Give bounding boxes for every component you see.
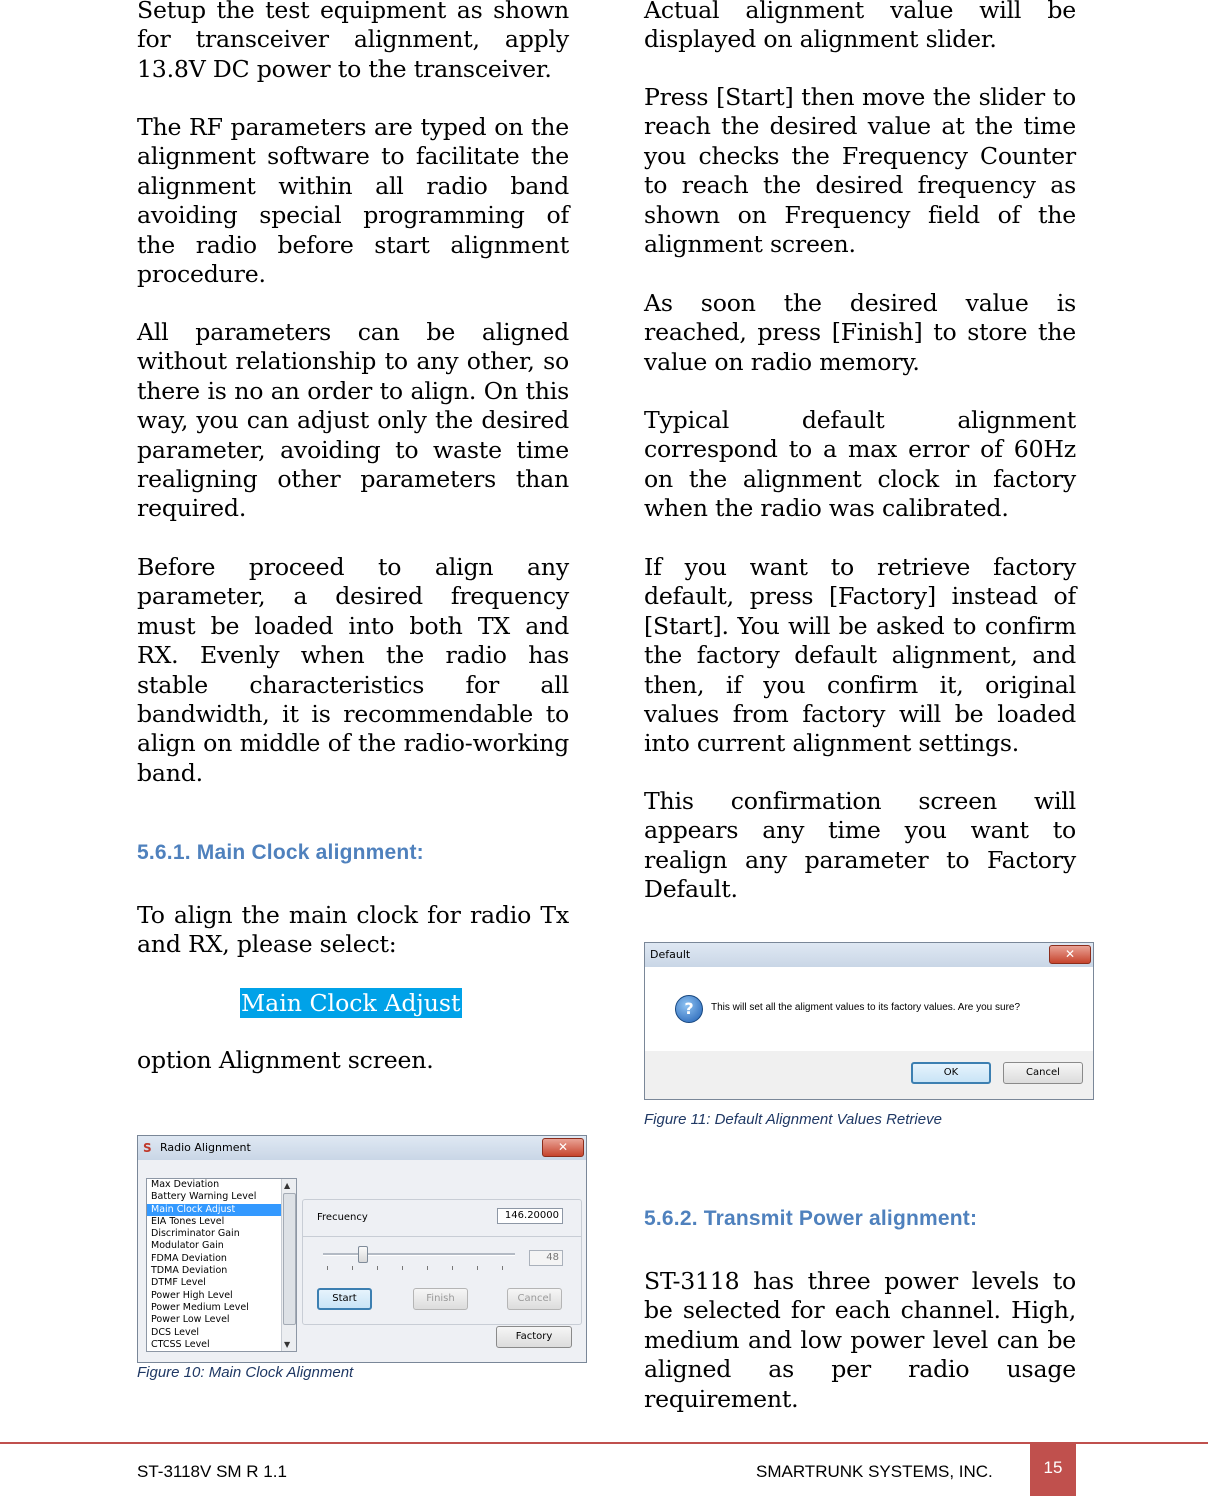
paragraph-align-main-clock: To align the main clock for radio Tx and RX, please select:: [137, 901, 569, 959]
list-item[interactable]: TDMA Deviation: [151, 1265, 228, 1277]
cancel-button[interactable]: Cancel: [507, 1288, 562, 1310]
scroll-thumb[interactable]: [283, 1193, 296, 1325]
parameter-list[interactable]: [146, 1178, 297, 1352]
page-number: 15: [1030, 1444, 1076, 1496]
highlight-main-clock-adjust: Main Clock Adjust: [241, 989, 461, 1017]
slider-tick: [427, 1266, 428, 1270]
paragraph-press-start: Press [Start] then move the slider to reach the desired value at the time you checks the Frequency Counter to reach the desired frequency as shown on Frequency field of the alignment screen.: [644, 83, 1076, 259]
paragraph-rf-parameters: The RF parameters are typed on the alignment software to facilitate the alignment within all radio band avoiding special programming of the radio before start alignment procedure.: [137, 113, 569, 289]
scroll-down-icon[interactable]: ▼: [284, 1340, 291, 1349]
list-item[interactable]: DTMF Level: [151, 1277, 206, 1289]
paragraph-as-soon: As soon the desired value is reached, press [Finish] to store the value on radio memory.: [644, 289, 1076, 376]
paragraph-power-levels: ST-3118 has three power levels to be selected for each channel. High, medium and low power level can be aligned as per radio usage requirement.: [644, 1267, 1076, 1413]
factory-button[interactable]: Factory: [496, 1326, 572, 1348]
app-logo-icon: S: [143, 1141, 152, 1155]
slider-value: 48: [529, 1250, 563, 1266]
default-dialog: [644, 942, 1094, 1100]
list-item[interactable]: Power Medium Level: [151, 1301, 249, 1313]
paragraph-all-parameters: All parameters can be aligned without relationship to any other, so there is no an order to align. On this way, you can adjust only the desired parameter, avoiding to waste time realigning other parameters than required.: [137, 318, 569, 523]
footer-company: SMARTRUNK SYSTEMS, INC.: [756, 1462, 993, 1481]
frequency-label: Frecuency: [317, 1212, 368, 1223]
list-item[interactable]: FDMA Deviation: [151, 1252, 227, 1264]
dialog-message: This will set all the aligment values to its factory values. Are you sure?: [711, 1002, 1021, 1013]
slider-tick: [452, 1266, 453, 1270]
list-item[interactable]: CTCSS Level: [151, 1338, 210, 1350]
dialog-cancel-button[interactable]: Cancel: [1003, 1062, 1083, 1084]
paragraph-retrieve-factory: If you want to retrieve factory default, press [Factory] instead of [Start]. You will be asked to confirm the factory default alignment, and then, if you confirm it, original values from factory will be loaded into current alignment settings.: [644, 553, 1076, 758]
paragraph-confirmation-screen: This confirmation screen will appears any time you want to realign any parameter to Factory Default.: [644, 787, 1076, 904]
close-icon[interactable]: ✕: [542, 1138, 584, 1157]
radio-alignment-window: [137, 1135, 587, 1363]
list-item[interactable]: EIA Tones Level: [151, 1215, 225, 1227]
list-item[interactable]: Power Low Level: [151, 1314, 230, 1326]
start-button[interactable]: Start: [317, 1288, 372, 1310]
list-item[interactable]: DCS Level: [151, 1326, 200, 1338]
heading-transmit-power-alignment: 5.6.2. Transmit Power alignment:: [644, 1207, 978, 1230]
slider-track[interactable]: [323, 1253, 515, 1256]
list-item[interactable]: Battery Warning Level: [151, 1191, 257, 1203]
scroll-up-icon[interactable]: ▲: [284, 1181, 291, 1190]
footer-document-id: ST-3118V SM R 1.1: [137, 1462, 287, 1481]
slider-tick: [502, 1266, 503, 1270]
list-scrollbar[interactable]: [281, 1179, 296, 1351]
question-icon: ?: [675, 995, 703, 1023]
paragraph-setup: Setup the test equipment as shown for transceiver alignment, apply 13.8V DC power to the transceiver.: [137, 0, 569, 83]
slider-thumb[interactable]: [358, 1246, 368, 1263]
dialog-close-icon[interactable]: ✕: [1049, 945, 1091, 964]
slider-tick: [377, 1266, 378, 1270]
list-item[interactable]: Power High Level: [151, 1289, 233, 1301]
alignment-panel: [302, 1199, 582, 1325]
finish-button[interactable]: Finish: [413, 1288, 468, 1310]
list-item[interactable]: Main Clock Adjust: [147, 1204, 296, 1216]
slider-tick: [477, 1266, 478, 1270]
figure-11-caption: Figure 11: Default Alignment Values Retrieve: [644, 1111, 942, 1128]
paragraph-before-proceed: Before proceed to align any parameter, a desired frequency must be loaded into both TX and RX. Evenly when the radio has stable characteristics for all bandwidth, it is recommendable to align on middle of the radio-working band.: [137, 553, 569, 787]
paragraph-option-alignment: option Alignment screen.: [137, 1046, 434, 1074]
slider-tick: [327, 1266, 328, 1270]
heading-main-clock-alignment: 5.6.1. Main Clock alignment:: [137, 841, 424, 864]
slider-tick: [402, 1266, 403, 1270]
paragraph-actual-alignment: Actual alignment value will be displayed on alignment slider.: [644, 0, 1076, 54]
figure-10-caption: Figure 10: Main Clock Alignment: [137, 1364, 354, 1381]
list-item[interactable]: Modulator Gain: [151, 1240, 224, 1252]
list-item[interactable]: Discriminator Gain: [151, 1228, 240, 1240]
footer-divider: [0, 1442, 1208, 1444]
default-dialog-titlebar: Default: [645, 943, 1093, 967]
slider-tick: [352, 1266, 353, 1270]
paragraph-typical-default: Typical default alignment correspond to a max error of 60Hz on the alignment clock in factory when the radio was calibrated.: [644, 406, 1076, 523]
list-item[interactable]: Max Deviation: [151, 1179, 220, 1190]
ok-button[interactable]: OK: [911, 1062, 991, 1084]
radio-alignment-title: Radio Alignment: [160, 1141, 251, 1154]
frequency-input[interactable]: 146.20000: [497, 1208, 563, 1224]
radio-alignment-titlebar: [138, 1136, 586, 1160]
